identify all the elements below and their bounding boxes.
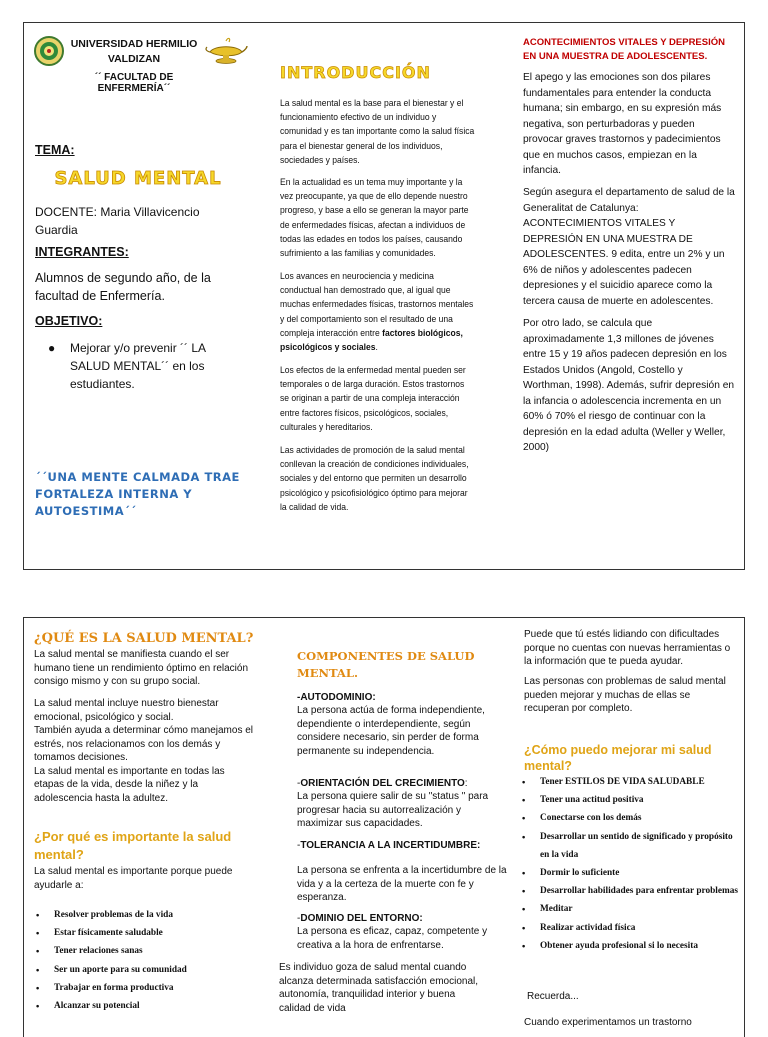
list-item: • Tener una actitud positiva xyxy=(516,791,740,809)
depression-paragraph-3: Por otro lado, se calcula que aproximadamente 1,3 millones de jóvenes entre 15 y 19 años padecen depresión en los Estados Unidos (Angold, Costello y Worthman, 1998). Además, sufrir depresión en la infancia o adolescencia incrementa en un 60% ó 70% el riesgo de continuar con la depresión en la edad adulta (Weller y Weller, 2000) xyxy=(523,318,735,453)
component-4-heading: DOMINIO DEL ENTORNO: xyxy=(300,913,423,924)
components-title: COMPONENTES DE SALUD MENTAL. xyxy=(297,649,475,680)
list-item: • Ser un aporte para su comunidad xyxy=(30,961,258,979)
list-item: • Dormir lo suficiente xyxy=(516,864,740,882)
list-item: • Estar físicamente saludable xyxy=(30,924,258,942)
help-paragraph-1: Puede que tú estés lidiando con dificultades porque no cuentas con nuevas herramientas o la información que te pueda ayudar. xyxy=(524,629,731,667)
intro-paragraph-1: La salud mental es la base para el bienestar y el funcionamiento efectivo de un individuo y comunidad y es tan importante como la salud física para el bienestar general de los individuos, sociedades y países. xyxy=(280,98,475,165)
brochure-page-back xyxy=(23,617,745,1037)
docente-text: DOCENTE: Maria Villavicencio Guardia xyxy=(35,205,200,237)
why-important-title: ¿Por qué es importante la salud mental? xyxy=(34,829,232,862)
intro-paragraph-5: Las actividades de promoción de la salud mental conllevan la creación de condiciones individuales, sociales y del entorno que permiten un desarrollo psicológico y psicofisiológico óptimo para mejorar la calidad de vida. xyxy=(280,445,469,512)
component-4: -DOMINIO DEL ENTORNO: xyxy=(297,913,423,924)
intro-paragraph-3-end: . xyxy=(375,342,378,353)
component-3: -TOLERANCIA A LA INCERTIDUMBRE: xyxy=(297,840,481,851)
brochure-page-front xyxy=(23,22,745,570)
list-item: • Tener ESTILOS DE VIDA SALUDABLE xyxy=(516,773,740,791)
objetivo-bullet-text: Mejorar y/o prevenir ´´ LA SALUD MENTAL´´ en los estudiantes. xyxy=(70,341,206,391)
intro-paragraph-4: Los efectos de la enfermedad mental pueden ser temporales o de larga duración. Estos trastornos se originan a partir de una compleja interacción entre factores físicos, psicológicos, sociales, culturales y hereditarios. xyxy=(280,365,466,432)
faculty-name: ´´ FACULTAD DE ENFERMERÍA´´ xyxy=(94,72,174,94)
improve-list xyxy=(516,773,740,955)
intro-paragraph-3-text: Los avances en neurociencia y medicina conductual han demostrado que, al igual que muchas enfermedades físicas, trastornos mentales y del comportamiento son el resultado de una compleja interacción entre xyxy=(280,271,474,338)
nursing-lamp-icon xyxy=(204,36,248,66)
university-seal-icon xyxy=(34,36,64,66)
list-item: • Tener relaciones sanas xyxy=(30,942,258,960)
list-item: • Alcanzar su potencial xyxy=(30,997,258,1015)
components-closing: Es individuo goza de salud mental cuando alcanza determinada satisfacción emocional, autonomía, tranquilidad interior y buena calidad de vida xyxy=(279,962,478,1014)
component-2-heading: ORIENTACIÓN DEL CRECIMIENTO xyxy=(300,778,465,789)
recuerda-text: Recuerda... xyxy=(527,991,579,1002)
what-is-paragraph-2: La salud mental incluye nuestro bienestar emocional, psicológico y social. También ayuda a determinar cómo manejamos el estrés, nos relacionamos con los demás y tomamos decisiones. La salud mental es importante en todas las etapas de la vida, desde la niñez y la adolescencia hasta la adultez. xyxy=(34,698,253,804)
list-item: • Trabajar en forma productiva xyxy=(30,979,258,997)
why-important-list xyxy=(30,906,258,1015)
intro-paragraph-3-bold: factores biológicos, psicológicos y sociales xyxy=(280,327,463,353)
list-item: • Meditar xyxy=(516,900,740,918)
what-is-title: ¿QUÉ ES LA SALUD MENTAL? xyxy=(34,631,254,646)
integrantes-label: INTEGRANTES: xyxy=(35,245,129,259)
intro-paragraph-2: En la actualidad es un tema muy importante y la vez preocupante, ya que de ello depende nuestro progreso, y base a ello se generan la mayor parte de enfermedades físicas, afectan a individuos de todas las edades en todos los países, causando sufrimiento a las familias y comunidades. xyxy=(280,177,469,259)
why-important-paragraph: La salud mental es importante porque puede ayudarle a: xyxy=(34,866,233,891)
list-item: • Desarrollar habilidades para enfrentar problemas xyxy=(516,882,740,900)
bullet-dot-icon: ● xyxy=(48,341,56,355)
component-1-text: La persona actúa de forma independiente, dependiente o interdependiente, según considere necesario, sin perder de forma permanente su independencia. xyxy=(297,705,485,757)
integrantes-text: Alumnos de segundo año, de la facultad de Enfermería. xyxy=(35,271,211,303)
list-item: • Realizar actividad física xyxy=(516,919,740,937)
component-2-text: La persona quiere salir de su "status " para progresar hacia su autorrealización y maximizar sus capacidades. xyxy=(297,791,489,829)
tema-label: TEMA: xyxy=(35,143,75,157)
what-is-paragraph-1: La salud mental se manifiesta cuando el ser humano tiene un rendimiento óptimo en relación consigo mismo y con su grupo social. xyxy=(34,649,249,687)
list-item: • Conectarse con los demás xyxy=(516,809,740,827)
tema-title: SALUD MENTAL xyxy=(54,168,222,189)
depression-title: ACONTECIMIENTOS VITALES Y DEPRESIÓN EN UNA MUESTRA DE ADOLESCENTES. xyxy=(523,37,725,62)
component-4-text: La persona es eficaz, capaz, competente y creativa a la hora de enfrentarse. xyxy=(297,926,488,951)
objetivo-label: OBJETIVO: xyxy=(35,314,103,328)
depression-paragraph-2: Según asegura el departamento de salud de la Generalitat de Catalunya: ACONTECIMIENTOS VITALES Y DEPRESIÓN EN UNA MUESTRA DE ADOLESCENTES. 9 edita, entre un 2% y un 6% de niños y adolescentes padecen depresiones y el suicidio aparece como la tercera causa de muerte en adolescentes. xyxy=(523,187,735,307)
objetivo-bullet xyxy=(48,339,238,393)
component-2: -ORIENTACIÓN DEL CRECIMIENTO: xyxy=(297,778,468,789)
intro-paragraph-3 xyxy=(280,269,475,354)
component-3-heading: TOLERANCIA A LA INCERTIDUMBRE: xyxy=(300,840,481,851)
component-1-heading: -AUTODOMINIO: xyxy=(297,692,376,703)
help-paragraph-2: Las personas con problemas de salud mental pueden mejorar y muchas de ellas se recuperan por completo. xyxy=(524,676,726,714)
component-3-text: La persona se enfrenta a la incertidumbre de la vida y a la certeza de la muerte con fe y esperanza. xyxy=(297,865,507,903)
university-name: UNIVERSIDAD HERMILIO VALDIZAN xyxy=(70,38,198,65)
list-item: • Obtener ayuda profesional si lo necesita xyxy=(516,937,740,955)
improve-title: ¿Cómo puedo mejorar mi salud mental? xyxy=(524,743,712,773)
depression-paragraph-1: El apego y las emociones son dos pilares fundamentales para entender la conducta humana; sin embargo, en su expresión más negativa, son perturbadoras y pueden provocar graves trastornos y padecimientos que en muchos casos, empiezan en la infancia. xyxy=(523,72,722,176)
intro-title: INTRODUCCIÓN xyxy=(280,63,431,82)
motto-quote: ´´UNA MENTE CALMADA TRAE FORTALEZA INTERNA Y AUTOESTIMA´´ xyxy=(35,470,240,518)
list-item: • Resolver problemas de la vida xyxy=(30,906,258,924)
list-item: • Desarrollar un sentido de significado y propósito en la vida xyxy=(516,828,740,864)
trailing-text: Cuando experimentamos un trastorno xyxy=(524,1017,692,1028)
